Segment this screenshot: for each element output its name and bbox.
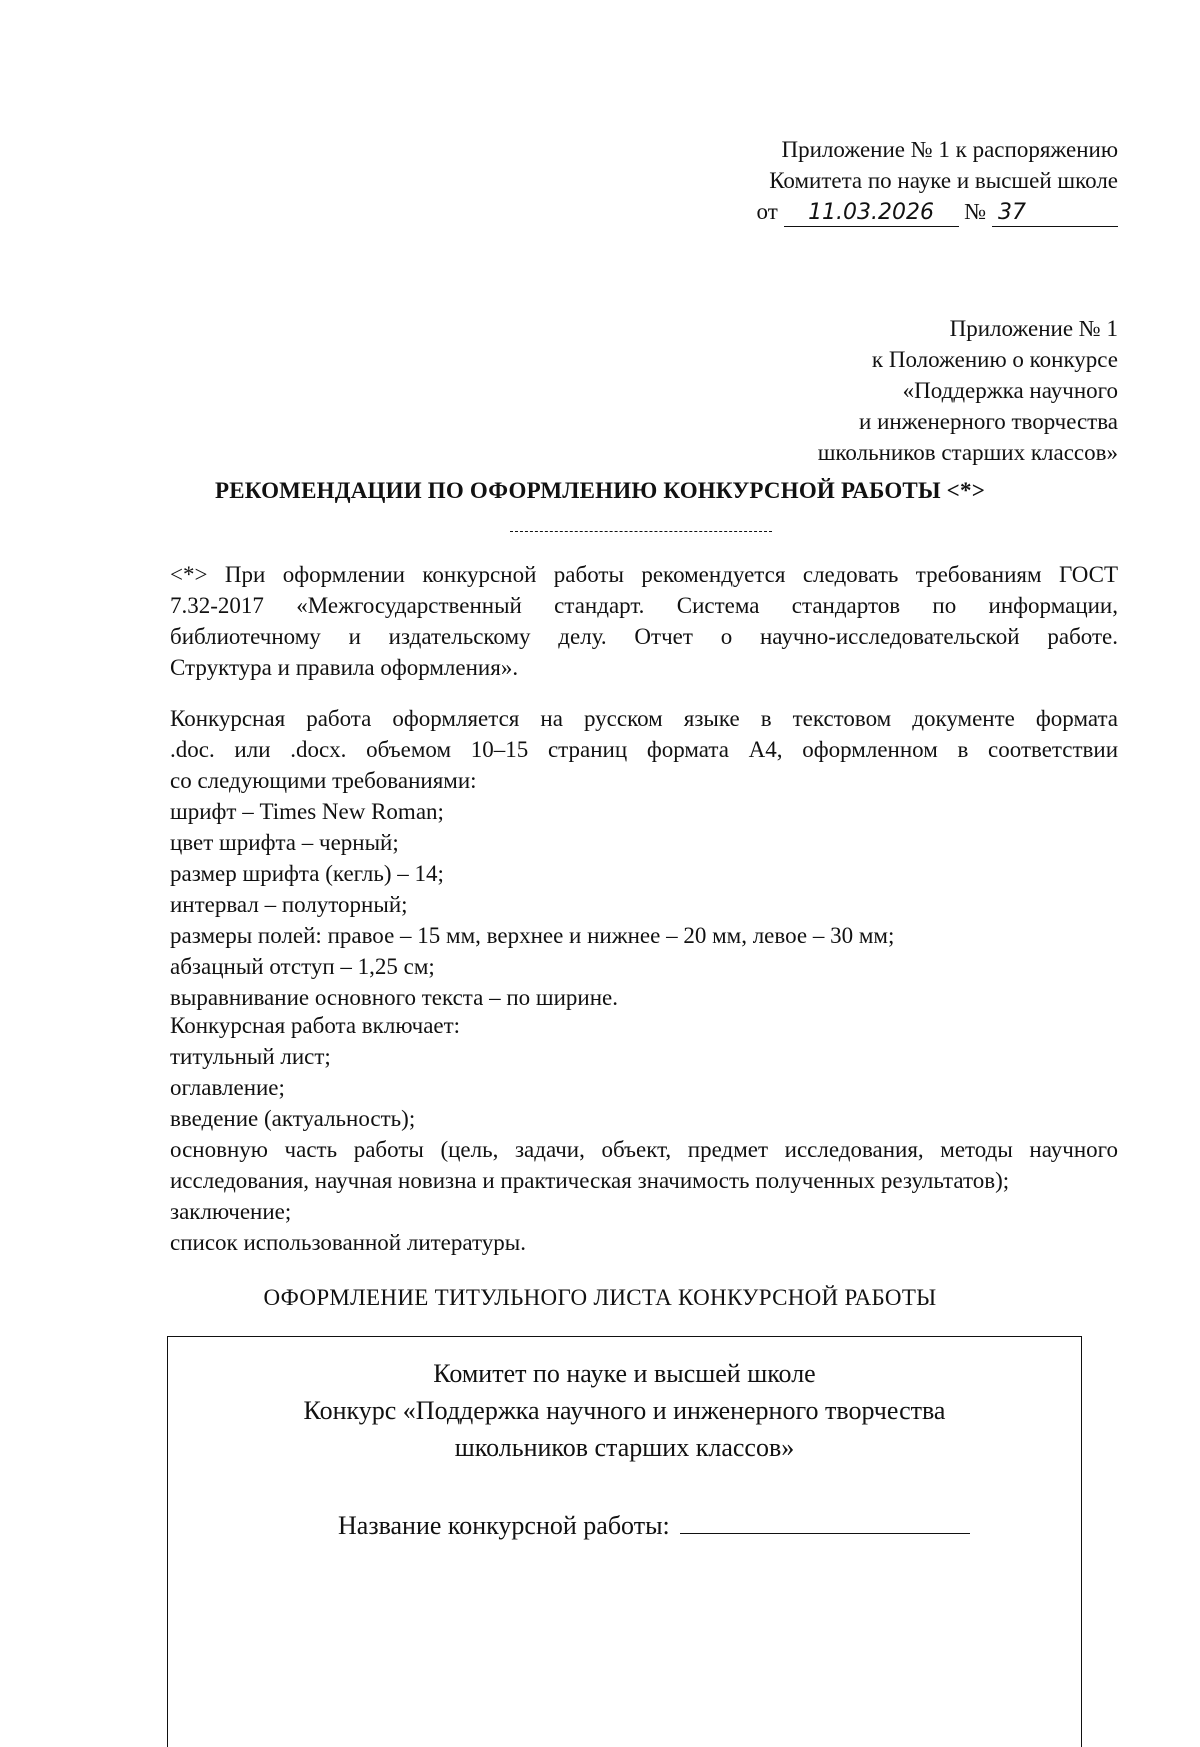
work-name-blank-line bbox=[680, 1509, 970, 1534]
footnote-line: <*> При оформлении конкурсной работы рекомендуется следовать требованиям ГОСТ bbox=[170, 562, 1118, 587]
footnote-line: Структура и правила оформления». bbox=[170, 655, 519, 680]
content-intro: Конкурсная работа включает: bbox=[170, 1013, 461, 1038]
format-item: размер шрифта (кегль) – 14; bbox=[170, 861, 444, 886]
regulation-appendix-header bbox=[818, 313, 1118, 468]
format-item: абзацный отступ – 1,25 см; bbox=[170, 954, 435, 979]
format-item: цвет шрифта – черный; bbox=[170, 830, 399, 855]
regulation-appendix-line: «Поддержка научного bbox=[902, 378, 1118, 403]
format-item: интервал – полуторный; bbox=[170, 892, 408, 917]
content-requirements bbox=[170, 1010, 1118, 1258]
work-name-label: Название конкурсной работы: bbox=[338, 1511, 670, 1540]
footnote-line: библиотечному и издательскому делу. Отчет о научно-исследовательской работе. bbox=[170, 624, 1118, 649]
format-intro-line: Конкурсная работа оформляется на русском языке в текстовом документе формата bbox=[170, 706, 1118, 731]
footnote-paragraph bbox=[170, 559, 1118, 683]
regulation-appendix-line: к Положению о конкурсе bbox=[871, 347, 1118, 372]
sample-committee-line: Комитет по науке и высшей школе bbox=[433, 1359, 816, 1388]
regulation-appendix-line: и инженерного творчества bbox=[859, 409, 1118, 434]
footnote-line: 7.32-2017 «Межгосударственный стандарт. Система стандартов по информации, bbox=[170, 593, 1118, 618]
order-appendix-line: Комитета по науке и высшей школе bbox=[769, 168, 1118, 193]
order-date-value: 11.03.2026 bbox=[784, 200, 959, 227]
content-item: титульный лист; bbox=[170, 1044, 331, 1069]
title-page-sample-frame bbox=[167, 1336, 1082, 1747]
format-intro-line: .doc. или .docx. объемом 10–15 страниц формата А4, оформленном в соответствии bbox=[170, 737, 1118, 762]
regulation-appendix-line: Приложение № 1 bbox=[949, 316, 1118, 341]
sample-work-name-row bbox=[338, 1509, 970, 1541]
order-date-number-line bbox=[757, 196, 1118, 227]
format-item: выравнивание основного текста – по ширине. bbox=[170, 985, 618, 1010]
format-requirements bbox=[170, 703, 1118, 1013]
content-item: введение (актуальность); bbox=[170, 1106, 416, 1131]
content-item: заключение; bbox=[170, 1199, 292, 1224]
content-item: список использованной литературы. bbox=[170, 1230, 526, 1255]
content-item: основную часть работы (цель, задачи, объект, предмет исследования, методы научного bbox=[170, 1137, 1118, 1162]
sample-contest-line: Конкурс «Поддержка научного и инженерного творчества bbox=[303, 1396, 946, 1425]
regulation-appendix-line: школьников старших классов» bbox=[817, 440, 1118, 465]
number-prefix: № bbox=[964, 199, 987, 224]
order-number-value: 37 bbox=[992, 200, 1118, 227]
order-appendix-line: Приложение № 1 к распоряжению bbox=[781, 137, 1118, 162]
sample-contest-line: школьников старших классов» bbox=[454, 1433, 795, 1462]
format-item: размеры полей: правое – 15 мм, верхнее и нижнее – 20 мм, левое – 30 мм; bbox=[170, 923, 895, 948]
order-appendix-header bbox=[757, 134, 1118, 227]
footnote-separator bbox=[510, 531, 772, 532]
title-page-heading: ОФОРМЛЕНИЕ ТИТУЛЬНОГО ЛИСТА КОНКУРСНОЙ РАБОТЫ bbox=[263, 1285, 937, 1310]
content-item: оглавление; bbox=[170, 1075, 285, 1100]
format-item: шрифт – Times New Roman; bbox=[170, 799, 444, 824]
content-item: исследования, научная новизна и практическая значимость полученных результатов); bbox=[170, 1168, 1010, 1193]
document-title: РЕКОМЕНДАЦИИ ПО ОФОРМЛЕНИЮ КОНКУРСНОЙ РАБОТЫ <*> bbox=[214, 478, 985, 503]
format-intro-line: со следующими требованиями: bbox=[170, 768, 477, 793]
date-prefix: от bbox=[756, 199, 778, 224]
